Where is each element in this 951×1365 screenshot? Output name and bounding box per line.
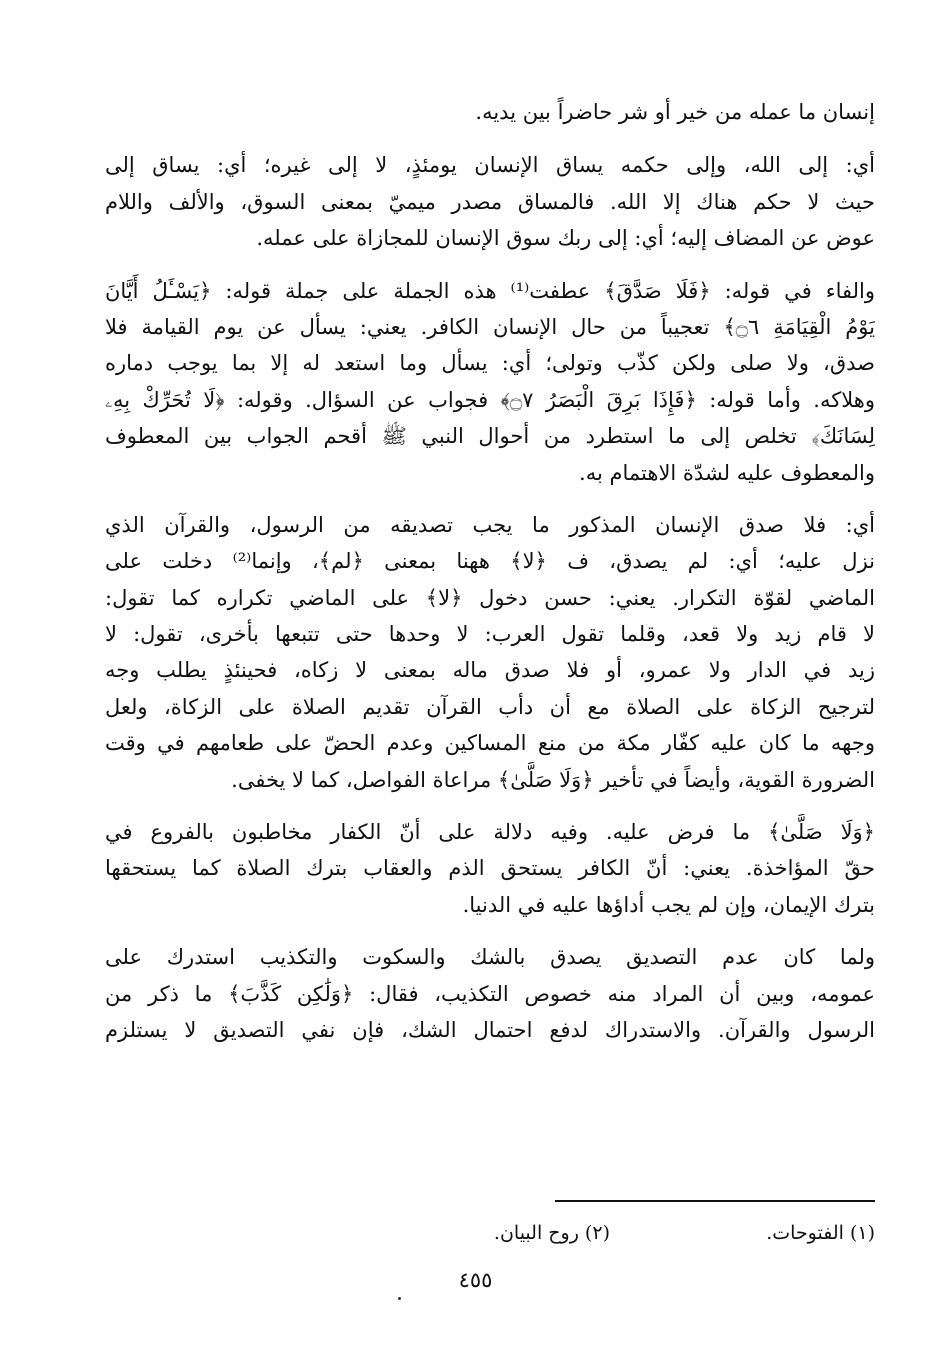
- text-line: عوض عن المضاف إليه؛ أي: إلى ربك سوق الإنسان للمجازاة على عمله.: [256, 226, 875, 251]
- ink-speck: [398, 1297, 401, 1300]
- text-line: ولما كان عدم التصديق يصدق بالشك والسكوت والتكذيب استدرك على: [105, 945, 875, 970]
- text-line: لترجيح الزكاة على الصلاة مع أن دأب القرآن تقديم الصلاة على الزكاة، ولعل: [105, 694, 875, 719]
- page-body: [105, 94, 875, 1064]
- text-line: الماضي لقوّة التكرار. يعني: حسن دخول ﴿لا﴾ على الماضي تكراره كما تقول:: [105, 585, 875, 610]
- paragraph: [105, 147, 875, 256]
- text-line: وجهه ما كان عليه كفّار مكة من منع المساكين وعدم الحضّ على طعامهم في وقت: [105, 731, 875, 756]
- text-line: الرسول والقرآن. والاستدراك لدفع احتمال الشك، فإن نفي التصديق لا يستلزم: [105, 1017, 875, 1042]
- text-line: بترك الإيمان، وإن لم يجب أداؤها عليه في الدنيا.: [462, 892, 875, 917]
- footnote-separator: [555, 1200, 875, 1202]
- text-line: حقّ المؤاخذة. يعني: أنّ الكافر يستحق الذم والعقاب بترك الصلاة كما يستحقها: [105, 856, 875, 881]
- paragraph: [105, 273, 875, 491]
- text-line: صدق، ولا صلى ولكن كذّب وتولى؛ أي: يسأل وما استعد له إلا بما يوجب دماره: [105, 351, 875, 376]
- footnote-1: (١) الفتوحات.: [766, 1222, 875, 1244]
- paragraph: [105, 94, 875, 130]
- text-line: والمعطوف عليه لشدّة الاهتمام به.: [579, 460, 875, 485]
- text-line: ﴿وَلَا صَلَّىٰ﴾ ما فرض عليه. وفيه دلالة على أنّ الكفار مخاطبون بالفروع في: [105, 820, 875, 845]
- paragraph: [105, 507, 875, 798]
- text-line: الضرورة القوية، وأيضاً في تأخير ﴿وَلَا صَلَّىٰ﴾ مراعاة الفواصل، كما لا يخفى.: [231, 767, 875, 792]
- text-line: يَوْمُ الْقِيَامَةِ ۝٦﴾ تعجيباً من حال الإنسان الكافر. يعني: يسأل عن يوم القيامة فلا: [105, 314, 875, 339]
- page-number: ٤٥٥: [458, 1268, 493, 1292]
- text-line: والفاء في قوله: ﴿فَلَا صَدَّقَ﴾ عطفت⁽¹⁾ هذه الجملة على جملة قوله: ﴿يَسْـَٔلُ أَيَّانَ: [105, 278, 875, 303]
- text-line: حيث لا حكم هناك إلا الله. فالمساق مصدر ميميّ بمعنى السوق، والألف واللام: [105, 189, 875, 214]
- text-line: زيد في الدار ولا عمرو، أو فلا صدق ماله بمعنى لا زكاه، فحينئذٍ يطلب وجه: [105, 658, 875, 683]
- footnote-2: (٢) روح البيان.: [493, 1222, 610, 1244]
- paragraph: [105, 814, 875, 923]
- footnotes: [250, 1218, 875, 1248]
- text-line: وهلاكه. وأما قوله: ﴿فَإِذَا بَرِقَ الْبَصَرُ ۝٧﴾ فجواب عن السؤال. وقوله: ﴿لَا تُحَرِّكْ بِهِۦ: [105, 387, 875, 412]
- text-line: لِسَانَكَ﴾ تخلص إلى ما استطرد من أحوال النبي ﷺ أقحم الجواب بين المعطوف: [105, 424, 875, 449]
- text-line: إنسان ما عمله من خير أو شر حاضراً بين يديه.: [475, 100, 875, 124]
- text-line: أي: إلى الله، وإلى حكمه يساق الإنسان يومئذٍ، لا إلى غيره؛ أي: يساق إلى: [105, 153, 875, 178]
- text-line: عمومه، وبين أن المراد منه خصوص التكذيب، فقال: ﴿وَلَٰكِن كَذَّبَ﴾ ما ذكر من: [105, 981, 875, 1006]
- text-line: أي: فلا صدق الإنسان المذكور ما يجب تصديقه من الرسول، والقرآن الذي: [105, 512, 875, 537]
- paragraph: [105, 939, 875, 1048]
- text-line: نزل عليه؛ أي: لم يصدق، ف ﴿لا﴾ ههنا بمعنى ﴿لم﴾، وإنما⁽²⁾ دخلت على: [105, 549, 875, 574]
- text-line: لا قام زيد ولا قعد، وقلما تقول العرب: لا وحدها حتى تتبعها بأخرى، تقول: لا: [105, 622, 875, 647]
